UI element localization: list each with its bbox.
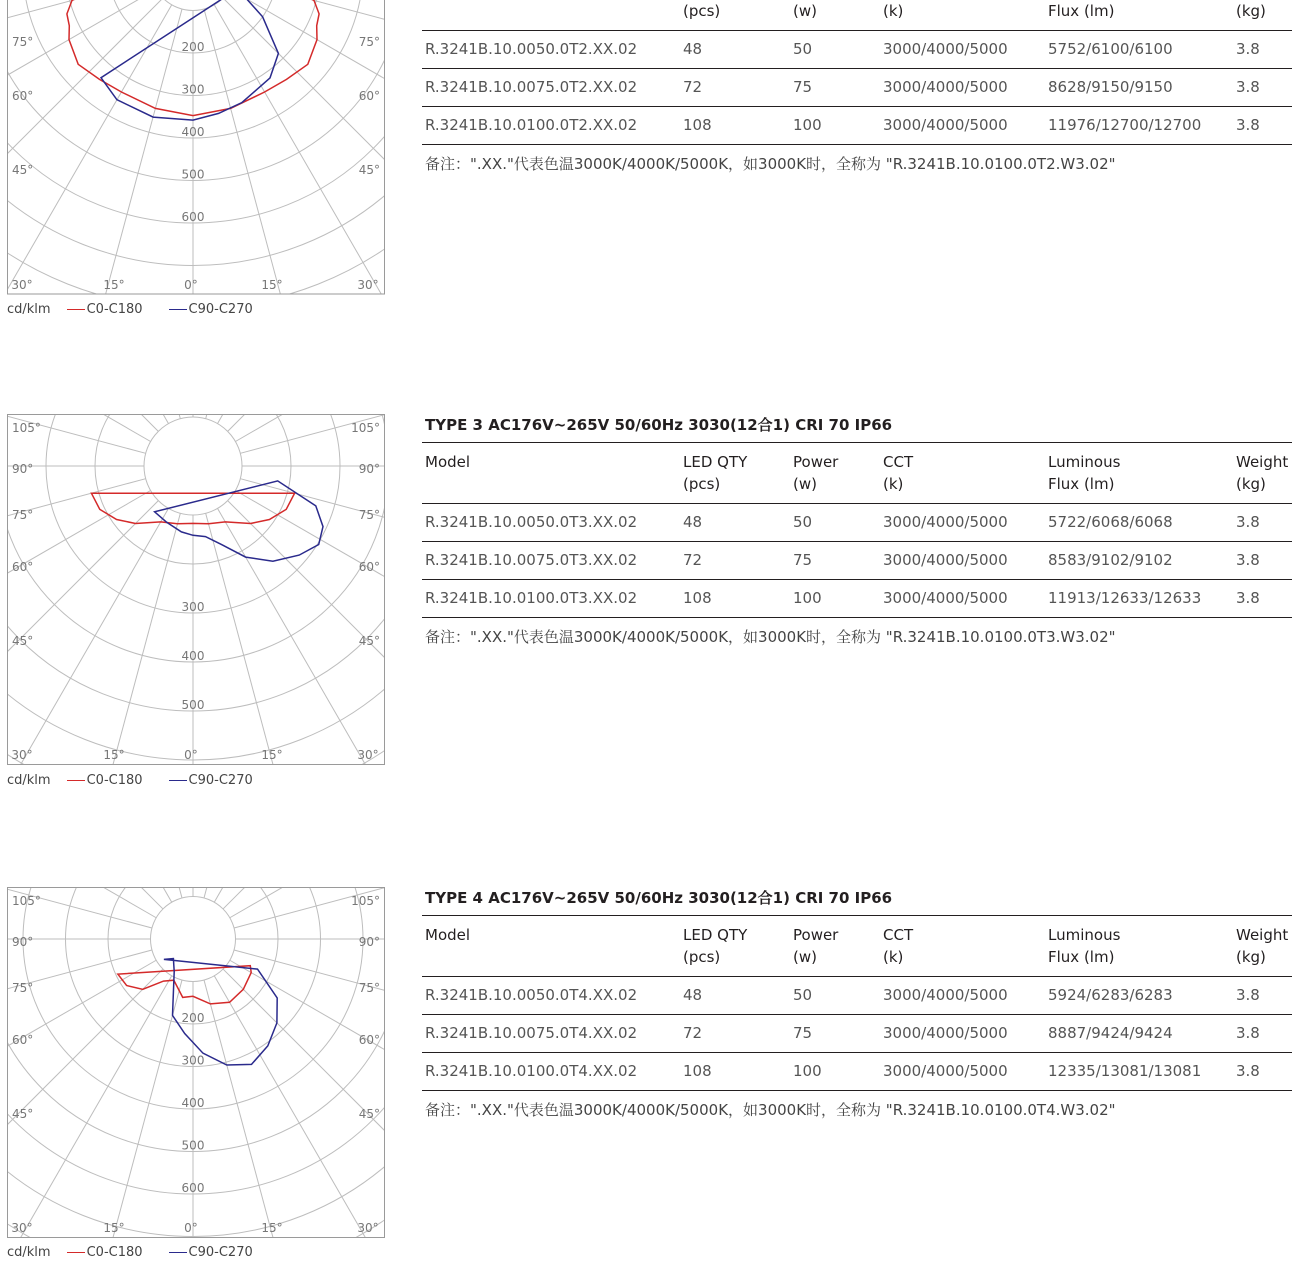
table-note: 备注：".XX."代表色温3000K/4000K/5000K，如3000K时，全称为 "R.3241B.10.0100.0T2.W3.02" (425, 155, 1116, 173)
polar-chart-type3 (0, 414, 386, 765)
table-cell: 3.8 (1233, 1015, 1292, 1053)
table-cell: 50 (790, 504, 880, 542)
radial-tick-label: 300 (181, 82, 205, 97)
column-header: Luminous Flux (lm) (1045, 916, 1233, 977)
angle-label: 60° (358, 89, 380, 103)
angle-label: 45° (12, 634, 34, 648)
legend-c90-c270: C90-C270 (169, 302, 253, 317)
table-cell: 3000/4000/5000 (880, 69, 1045, 107)
angle-label: 105° (12, 421, 41, 435)
radial-tick-label: 600 (181, 210, 205, 224)
column-header: Flux (lm) (1045, 0, 1233, 31)
angle-label: 15° (261, 748, 283, 762)
angle-label: 15° (103, 278, 125, 292)
table-cell: 3.8 (1233, 542, 1292, 580)
table-cell: 3000/4000/5000 (880, 977, 1045, 1015)
column-header: Power (w) (790, 916, 880, 977)
table-cell: 3.8 (1233, 31, 1292, 69)
radial-tick-label: 200 (181, 1011, 205, 1025)
table-row (422, 1015, 1292, 1053)
table-cell: 3.8 (1233, 69, 1292, 107)
column-header: (kg) (1233, 0, 1292, 31)
column-header: Model (422, 443, 680, 504)
product-table (422, 442, 1292, 618)
angle-label: 75° (358, 35, 380, 49)
legend-unit: cd/klm (7, 302, 51, 317)
table-cell: R.3241B.10.0050.0T4.XX.02 (422, 977, 680, 1015)
table-cell: 100 (790, 580, 880, 618)
column-header: (k) (880, 0, 1045, 31)
table-cell: 3000/4000/5000 (880, 542, 1045, 580)
table-cell: 3000/4000/5000 (880, 580, 1045, 618)
table-cell: R.3241B.10.0075.0T4.XX.02 (422, 1015, 680, 1053)
legend-unit: cd/klm (7, 1245, 51, 1260)
spec-table-type3 (422, 414, 1295, 647)
angle-label: 15° (261, 278, 283, 292)
table-cell: 3000/4000/5000 (880, 504, 1045, 542)
angle-label: 45° (12, 1107, 34, 1121)
angle-label: 60° (358, 560, 380, 574)
radial-tick-label: 400 (181, 1096, 205, 1110)
angle-label: 60° (12, 89, 34, 103)
angle-label: 75° (358, 508, 380, 522)
angle-label: 75° (12, 35, 34, 49)
grid-ring (144, 417, 242, 515)
table-cell: 100 (790, 1053, 880, 1091)
table-cell: 3.8 (1233, 504, 1292, 542)
product-table (422, 0, 1292, 145)
grid-ring (0, 0, 491, 266)
angle-label: 90° (12, 462, 34, 476)
table-cell: 75 (790, 1015, 880, 1053)
legend-c0-c180: C0-C180 (67, 773, 143, 788)
table-row (422, 504, 1292, 542)
angle-label: 15° (261, 1221, 283, 1235)
radial-tick-label: 500 (181, 167, 205, 182)
angle-label: 45° (358, 163, 380, 177)
angle-label: 75° (12, 981, 34, 995)
spec-table-type2 (422, 0, 1295, 174)
table-cell: 50 (790, 977, 880, 1015)
angle-label: 45° (12, 163, 34, 177)
table-cell: R.3241B.10.0050.0T3.XX.02 (422, 504, 680, 542)
table-cell: 75 (790, 542, 880, 580)
table-row (422, 977, 1292, 1015)
photometric-section-type2 (0, 0, 1295, 330)
angle-label: 90° (358, 935, 380, 949)
table-cell: 3.8 (1233, 107, 1292, 145)
column-header: CCT (k) (880, 443, 1045, 504)
spec-title: TYPE 3 AC176V~265V 50/60Hz 3030(12合1) CRI 70 IP66 (425, 416, 893, 434)
angle-label: 75° (12, 508, 34, 522)
product-table (422, 915, 1292, 1091)
angle-label: 15° (103, 748, 125, 762)
table-cell: 75 (790, 69, 880, 107)
grid-spoke (204, 980, 426, 1274)
legend-c90-c270: C90-C270 (169, 773, 253, 788)
table-cell: 100 (790, 107, 880, 145)
table-header-row (422, 0, 1292, 31)
angle-label: 105° (12, 894, 41, 908)
column-header: Power (w) (790, 443, 880, 504)
angle-label: 105° (351, 421, 380, 435)
table-cell: 108 (680, 580, 790, 618)
spec-table-type4 (422, 887, 1295, 1120)
radial-tick-label: 200 (181, 40, 205, 54)
legend-unit: cd/klm (7, 773, 51, 788)
table-cell: R.3241B.10.0100.0T4.XX.02 (422, 1053, 680, 1091)
table-cell: 72 (680, 69, 790, 107)
angle-label: 30° (357, 278, 379, 292)
angle-label: 30° (11, 1221, 33, 1235)
radial-tick-label: 300 (181, 1053, 205, 1068)
table-cell: 3000/4000/5000 (880, 1053, 1045, 1091)
series-c90-c270 (101, 0, 278, 120)
table-cell: 3000/4000/5000 (880, 1015, 1045, 1053)
table-cell: 5722/6068/6068 (1045, 504, 1233, 542)
angle-label: 60° (12, 560, 34, 574)
table-cell: 5752/6100/6100 (1045, 31, 1233, 69)
column-header: LED QTY (pcs) (680, 443, 790, 504)
table-cell: 48 (680, 504, 790, 542)
angle-label: 60° (358, 1033, 380, 1047)
polar-chart-type2 (0, 0, 386, 295)
table-cell: R.3241B.10.0050.0T2.XX.02 (422, 31, 680, 69)
photometric-section-type4 (0, 887, 1295, 1267)
table-cell: 108 (680, 107, 790, 145)
column-header: Weight (kg) (1233, 916, 1292, 977)
angle-label: 0° (184, 1221, 198, 1235)
table-cell: 8583/9102/9102 (1045, 542, 1233, 580)
table-cell: R.3241B.10.0075.0T3.XX.02 (422, 542, 680, 580)
chart-legend (7, 773, 279, 788)
table-note: 备注：".XX."代表色温3000K/4000K/5000K，如3000K时，全称为 "R.3241B.10.0100.0T4.W3.02" (425, 1101, 1116, 1119)
angle-label: 30° (357, 748, 379, 762)
legend-c0-c180: C0-C180 (67, 1245, 143, 1260)
table-cell: R.3241B.10.0075.0T2.XX.02 (422, 69, 680, 107)
table-header-row (422, 916, 1292, 977)
angle-label: 90° (358, 462, 380, 476)
table-cell: 3.8 (1233, 1053, 1292, 1091)
table-row (422, 31, 1292, 69)
angle-label: 60° (12, 1033, 34, 1047)
polar-chart-type4 (0, 887, 386, 1238)
angle-label: 15° (103, 1221, 125, 1235)
table-cell: R.3241B.10.0100.0T2.XX.02 (422, 107, 680, 145)
chart-legend (7, 1245, 279, 1260)
table-cell: R.3241B.10.0100.0T3.XX.02 (422, 580, 680, 618)
angle-label: 105° (351, 894, 380, 908)
table-cell: 11976/12700/12700 (1045, 107, 1233, 145)
table-cell: 50 (790, 31, 880, 69)
table-cell: 48 (680, 977, 790, 1015)
chart-frame (8, 415, 385, 765)
angle-label: 75° (358, 981, 380, 995)
radial-tick-label: 500 (181, 698, 205, 712)
table-cell: 5924/6283/6283 (1045, 977, 1233, 1015)
table-cell: 3000/4000/5000 (880, 31, 1045, 69)
angle-label: 45° (358, 634, 380, 648)
table-cell: 3.8 (1233, 977, 1292, 1015)
radial-tick-label: 300 (181, 600, 205, 614)
column-header: Weight (kg) (1233, 443, 1292, 504)
table-cell: 48 (680, 31, 790, 69)
angle-label: 30° (11, 278, 33, 292)
radial-tick-label: 600 (181, 1181, 205, 1195)
angle-label: 30° (357, 1221, 379, 1235)
table-cell: 3.8 (1233, 580, 1292, 618)
column-header: (pcs) (680, 0, 790, 31)
grid-ring (151, 0, 236, 11)
chart-legend (7, 302, 279, 317)
column-header (422, 0, 680, 31)
table-row (422, 542, 1292, 580)
table-cell: 8628/9150/9150 (1045, 69, 1233, 107)
spec-title: TYPE 4 AC176V~265V 50/60Hz 3030(12合1) CRI 70 IP66 (425, 889, 893, 907)
angle-label: 0° (184, 278, 198, 292)
radial-tick-label: 500 (181, 1138, 205, 1153)
column-header: Luminous Flux (lm) (1045, 443, 1233, 504)
angle-label: 0° (184, 748, 198, 762)
table-cell: 11913/12633/12633 (1045, 580, 1233, 618)
angle-label: 30° (11, 748, 33, 762)
table-cell: 3000/4000/5000 (880, 107, 1045, 145)
table-cell: 72 (680, 542, 790, 580)
table-row (422, 69, 1292, 107)
table-note: 备注：".XX."代表色温3000K/4000K/5000K，如3000K时，全称为 "R.3241B.10.0100.0T3.W3.02" (425, 628, 1116, 646)
table-row (422, 107, 1292, 145)
legend-c90-c270: C90-C270 (169, 1245, 253, 1260)
photometric-section-type3 (0, 414, 1295, 804)
column-header: Model (422, 916, 680, 977)
column-header: (w) (790, 0, 880, 31)
table-cell: 108 (680, 1053, 790, 1091)
table-row (422, 1053, 1292, 1091)
column-header: LED QTY (pcs) (680, 916, 790, 977)
table-cell: 12335/13081/13081 (1045, 1053, 1233, 1091)
table-cell: 8887/9424/9424 (1045, 1015, 1233, 1053)
column-header: CCT (k) (880, 916, 1045, 977)
radial-tick-label: 400 (181, 125, 205, 139)
radial-tick-label: 400 (181, 649, 205, 663)
angle-label: 90° (12, 935, 34, 949)
table-cell: 72 (680, 1015, 790, 1053)
angle-label: 45° (358, 1107, 380, 1121)
legend-c0-c180: C0-C180 (67, 302, 143, 317)
table-header-row (422, 443, 1292, 504)
table-row (422, 580, 1292, 618)
